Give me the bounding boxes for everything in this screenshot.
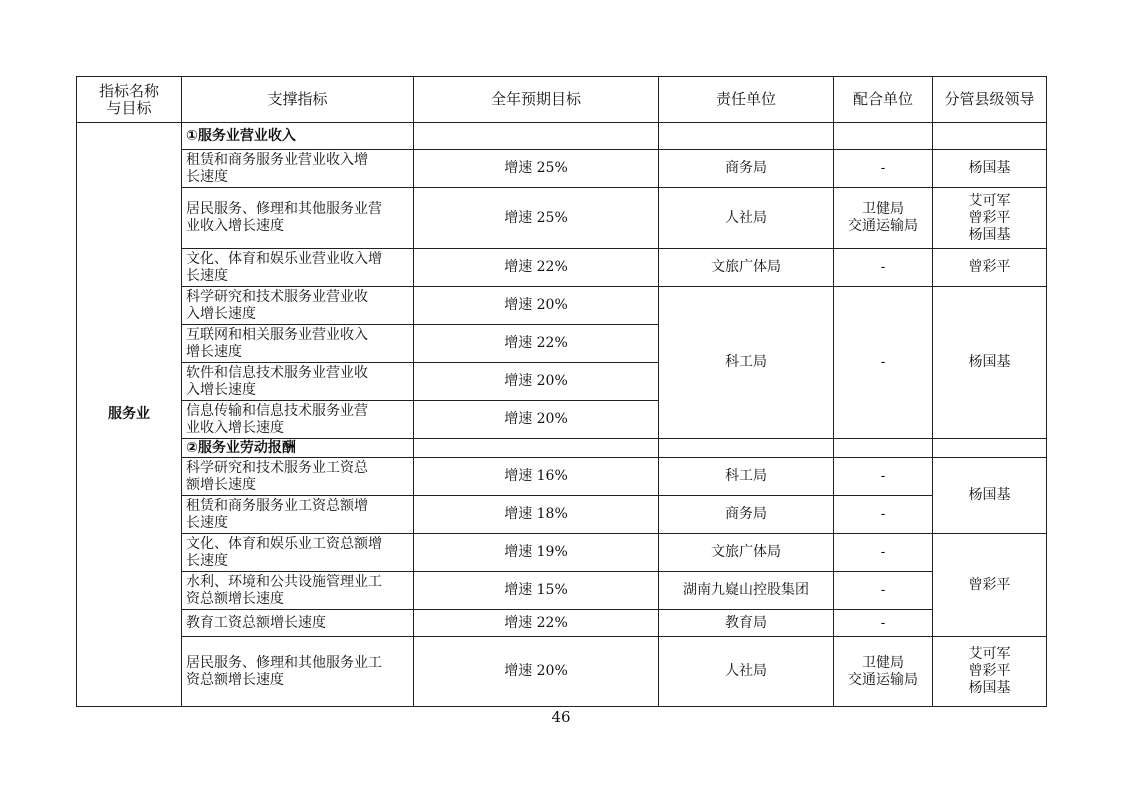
section-title: ①服务业营业收入 (182, 123, 414, 150)
header-responsible-dept: 责任单位 (659, 77, 834, 123)
table-row (77, 150, 1047, 188)
responsible-dept: 科工局 (659, 287, 834, 439)
cooperating-dept: - (834, 249, 933, 287)
annual-target: 增速 25% (414, 150, 659, 188)
indicator-table (76, 76, 1047, 707)
table-row (77, 496, 1047, 534)
page-number: 46 (551, 708, 571, 726)
support-indicator: 教育工资总额增长速度 (182, 610, 414, 637)
section-title: ②服务业劳动报酬 (182, 439, 414, 458)
annual-target: 增速 20% (414, 363, 659, 401)
support-indicator: 文化、体育和娱乐业营业收入增 长速度 (182, 249, 414, 287)
support-indicator: 软件和信息技术服务业营业收 入增长速度 (182, 363, 414, 401)
annual-target: 增速 19% (414, 534, 659, 572)
empty-cell (834, 123, 933, 150)
section-row (77, 439, 1047, 458)
empty-cell (414, 439, 659, 458)
support-indicator: 居民服务、修理和其他服务业工 资总额增长速度 (182, 637, 414, 707)
section-row (77, 123, 1047, 150)
annual-target: 增速 22% (414, 325, 659, 363)
county-leader: 曾彩平 (933, 534, 1047, 637)
header-cooperating-dept: 配合单位 (834, 77, 933, 123)
table-row (77, 249, 1047, 287)
responsible-dept: 文旅广体局 (659, 534, 834, 572)
support-indicator: 租赁和商务服务业营业收入增 长速度 (182, 150, 414, 188)
table-row (77, 287, 1047, 325)
cooperating-dept: 卫健局 交通运输局 (834, 637, 933, 707)
support-indicator: 租赁和商务服务业工资总额增 长速度 (182, 496, 414, 534)
empty-cell (834, 439, 933, 458)
empty-cell (933, 439, 1047, 458)
responsible-dept: 文旅广体局 (659, 249, 834, 287)
annual-target: 增速 22% (414, 610, 659, 637)
annual-target: 增速 18% (414, 496, 659, 534)
support-indicator: 水利、环境和公共设施管理业工 资总额增长速度 (182, 572, 414, 610)
cooperating-dept: 卫健局 交通运输局 (834, 188, 933, 249)
cooperating-dept: - (834, 458, 933, 496)
support-indicator: 互联网和相关服务业营业收入 增长速度 (182, 325, 414, 363)
cooperating-dept: - (834, 287, 933, 439)
table-row (77, 637, 1047, 707)
header-row (77, 77, 1047, 123)
annual-target: 增速 20% (414, 637, 659, 707)
annual-target: 增速 15% (414, 572, 659, 610)
county-leader: 艾可军 曾彩平 杨国基 (933, 637, 1047, 707)
empty-cell (414, 123, 659, 150)
table-row (77, 458, 1047, 496)
cooperating-dept: - (834, 610, 933, 637)
annual-target: 增速 25% (414, 188, 659, 249)
responsible-dept: 商务局 (659, 496, 834, 534)
county-leader: 艾可军 曾彩平 杨国基 (933, 188, 1047, 249)
table-row (77, 610, 1047, 637)
header-county-leader: 分管县级领导 (933, 77, 1047, 123)
table-row (77, 188, 1047, 249)
header-indicator-name: 指标名称 与目标 (77, 77, 182, 123)
empty-cell (933, 123, 1047, 150)
annual-target: 增速 20% (414, 401, 659, 439)
county-leader: 杨国基 (933, 150, 1047, 188)
support-indicator: 居民服务、修理和其他服务业营 业收入增长速度 (182, 188, 414, 249)
category-cell: 服务业 (77, 123, 182, 707)
annual-target: 增速 22% (414, 249, 659, 287)
cooperating-dept: - (834, 150, 933, 188)
table-row (77, 534, 1047, 572)
header-annual-target: 全年预期目标 (414, 77, 659, 123)
annual-target: 增速 20% (414, 287, 659, 325)
support-indicator: 信息传输和信息技术服务业营 业收入增长速度 (182, 401, 414, 439)
county-leader: 杨国基 (933, 458, 1047, 534)
cooperating-dept: - (834, 534, 933, 572)
empty-cell (659, 439, 834, 458)
cooperating-dept: - (834, 496, 933, 534)
responsible-dept: 人社局 (659, 188, 834, 249)
county-leader: 曾彩平 (933, 249, 1047, 287)
support-indicator: 文化、体育和娱乐业工资总额增 长速度 (182, 534, 414, 572)
support-indicator: 科学研究和技术服务业工资总 额增长速度 (182, 458, 414, 496)
responsible-dept: 湖南九嶷山控股集团 (659, 572, 834, 610)
annual-target: 增速 16% (414, 458, 659, 496)
responsible-dept: 教育局 (659, 610, 834, 637)
header-support-indicator: 支撑指标 (182, 77, 414, 123)
table-row (77, 572, 1047, 610)
responsible-dept: 科工局 (659, 458, 834, 496)
responsible-dept: 人社局 (659, 637, 834, 707)
empty-cell (659, 123, 834, 150)
county-leader: 杨国基 (933, 287, 1047, 439)
responsible-dept: 商务局 (659, 150, 834, 188)
support-indicator: 科学研究和技术服务业营业收 入增长速度 (182, 287, 414, 325)
cooperating-dept: - (834, 572, 933, 610)
